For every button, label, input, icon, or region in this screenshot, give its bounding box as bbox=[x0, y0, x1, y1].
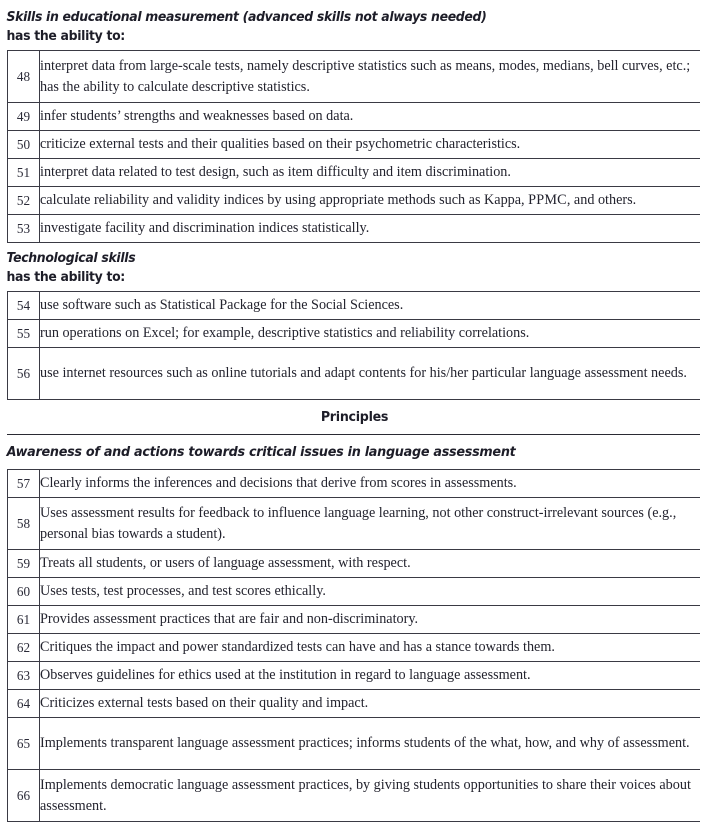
table-row bbox=[8, 550, 701, 578]
row-text: Implements transparent language assessment practices; informs students of the what, how, and why of assessment. bbox=[40, 718, 701, 770]
section-title-skills-educational-measurement: Skills in educational measurement (advanced skills not always needed) bbox=[6, 10, 487, 25]
row-text: Criticizes external tests based on their quality and impact. bbox=[40, 690, 701, 718]
section-subtitle-skills-educational-measurement: has the ability to: bbox=[6, 28, 125, 44]
row-number: 50 bbox=[8, 131, 40, 159]
row-number: 61 bbox=[8, 606, 40, 634]
row-number: 51 bbox=[8, 159, 40, 187]
table-row bbox=[8, 690, 701, 718]
table-row bbox=[8, 662, 701, 690]
table-technological-skills bbox=[7, 291, 700, 400]
table-row bbox=[8, 634, 701, 662]
table-row bbox=[8, 103, 701, 131]
table-row bbox=[8, 131, 701, 159]
section-subtitle-technological-skills: has the ability to: bbox=[6, 269, 125, 285]
row-text: investigate facility and discrimination indices statistically. bbox=[40, 215, 701, 243]
row-text: Critiques the impact and power standardized tests can have and has a stance towards them. bbox=[40, 634, 701, 662]
row-number: 52 bbox=[8, 187, 40, 215]
table-row bbox=[8, 51, 701, 103]
row-text: Uses assessment results for feedback to influence language learning, not other construct-irrelevant sources (e.g., personal bias towards a student). bbox=[40, 498, 701, 550]
table-row bbox=[8, 578, 701, 606]
section-title-awareness-critical-issues: Awareness of and actions towards critical issues in language assessment bbox=[6, 444, 516, 460]
table-row bbox=[8, 770, 701, 822]
table-row bbox=[8, 320, 701, 348]
table-row bbox=[8, 348, 701, 400]
table-row bbox=[8, 718, 701, 770]
row-text: infer students’ strengths and weaknesses based on data. bbox=[40, 103, 701, 131]
row-number: 66 bbox=[8, 770, 40, 822]
section-heading-skills-educational-measurement bbox=[0, 0, 709, 50]
row-text bbox=[40, 187, 701, 215]
row-text-before: calculate reliability and validity indices by using appropriate methods such as Kappa, bbox=[40, 192, 529, 208]
table-awareness-critical-issues bbox=[7, 469, 700, 822]
row-number: 55 bbox=[8, 320, 40, 348]
row-text: run operations on Excel; for example, descriptive statistics and reliability correlations. bbox=[40, 320, 701, 348]
row-number: 65 bbox=[8, 718, 40, 770]
table-row bbox=[8, 292, 701, 320]
table-row bbox=[8, 470, 701, 498]
row-number: 49 bbox=[8, 103, 40, 131]
row-number: 59 bbox=[8, 550, 40, 578]
table-skills-educational-measurement bbox=[7, 50, 700, 243]
row-number: 56 bbox=[8, 348, 40, 400]
row-number: 53 bbox=[8, 215, 40, 243]
row-text-abbreviation: PPMC bbox=[528, 192, 567, 208]
row-text: use internet resources such as online tutorials and adapt contents for his/her particular language assessment needs. bbox=[40, 348, 701, 400]
table-row bbox=[8, 159, 701, 187]
row-number: 63 bbox=[8, 662, 40, 690]
row-number: 58 bbox=[8, 498, 40, 550]
row-number: 64 bbox=[8, 690, 40, 718]
row-text: use software such as Statistical Package for the Social Sciences. bbox=[40, 292, 701, 320]
table-row bbox=[8, 187, 701, 215]
row-text: Observes guidelines for ethics used at the institution in regard to language assessment. bbox=[40, 662, 701, 690]
row-number: 48 bbox=[8, 51, 40, 103]
row-text: Treats all students, or users of language assessment, with respect. bbox=[40, 550, 701, 578]
section-heading-technological-skills bbox=[0, 243, 709, 291]
row-text-after: , and others. bbox=[566, 192, 637, 208]
row-number: 54 bbox=[8, 292, 40, 320]
row-number: 62 bbox=[8, 634, 40, 662]
row-number: 60 bbox=[8, 578, 40, 606]
row-text: Uses tests, test processes, and test scores ethically. bbox=[40, 578, 701, 606]
row-text: interpret data from large-scale tests, namely descriptive statistics such as means, modes, medians, bell curves, etc.; has the ability to calculate descriptive statistics. bbox=[40, 51, 701, 103]
principles-heading: Principles bbox=[320, 409, 389, 425]
row-number: 57 bbox=[8, 470, 40, 498]
row-text: Provides assessment practices that are fair and non-discriminatory. bbox=[40, 606, 701, 634]
row-text: Clearly informs the inferences and decisions that derive from scores in assessments. bbox=[40, 470, 701, 498]
row-text: interpret data related to test design, such as item difficulty and item discrimination. bbox=[40, 159, 701, 187]
section-title-technological-skills: Technological skills bbox=[6, 251, 136, 266]
row-text: Implements democratic language assessment practices, by giving students opportunities to share their voices about assessment. bbox=[40, 770, 701, 822]
table-row bbox=[8, 498, 701, 550]
row-text: criticize external tests and their qualities based on their psychometric characteristics. bbox=[40, 131, 701, 159]
table-row bbox=[8, 215, 701, 243]
table-row bbox=[8, 606, 701, 634]
